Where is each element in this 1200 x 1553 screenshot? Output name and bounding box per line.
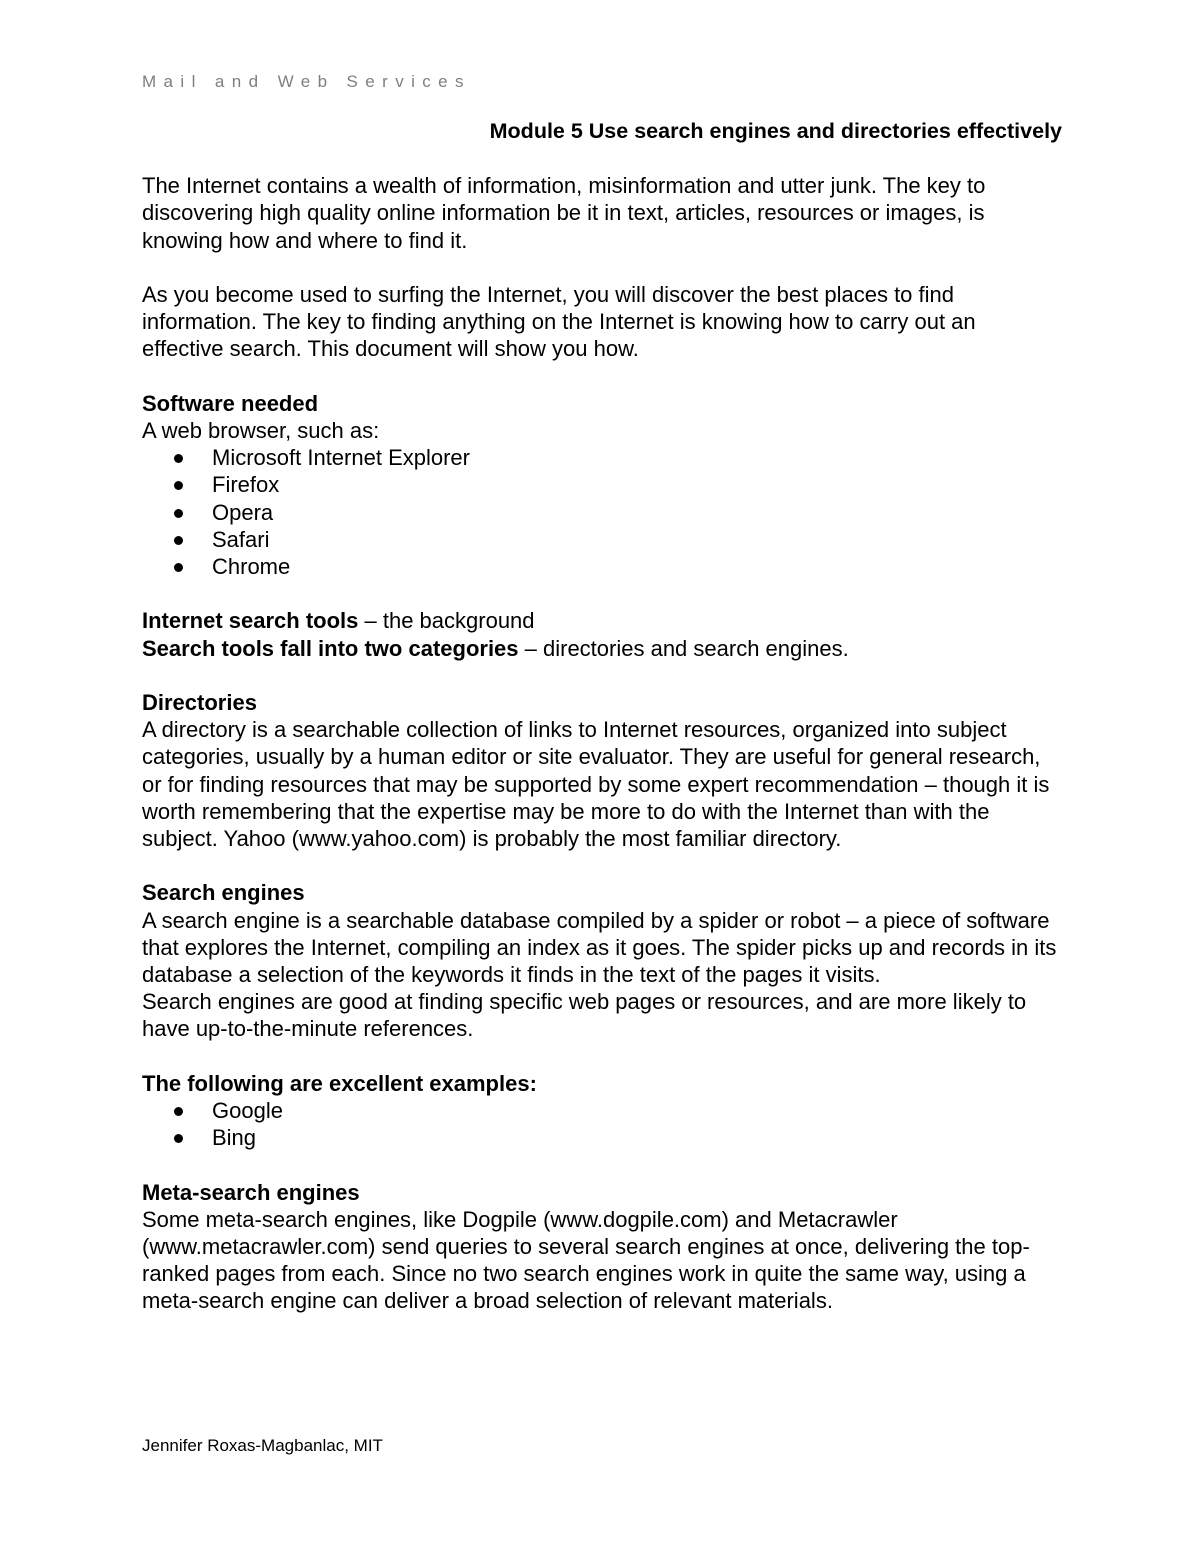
running-header: Mail and Web Services — [142, 72, 471, 91]
bullet-icon — [174, 563, 183, 572]
bullet-icon — [174, 1134, 183, 1143]
categories-heading: Search tools fall into two categories — [142, 635, 519, 661]
search-tools-heading: Internet search tools — [142, 608, 359, 634]
meta-search-paragraph: Some meta-search engines, like Dogpile (www.dogpile.com) and Metacrawler (www.metacrawler.com) send queries to several search engines at once, delivering the top-ranked pages from each. Since no two search engines work in quite the same way, using a meta-search engine can deliver a broad selection of relevant materials. — [142, 1206, 1030, 1314]
categories-line: Search tools fall into two categories – directories and search engines. — [142, 635, 849, 661]
directories-paragraph: A directory is a searchable collection of links to Internet resources, organized into subject categories, usually by a human editor or site evaluator. They are useful for general research, or for finding resources that may be supported by some expert recommendation – though it is worth remembering that the expertise may be more to do with the Internet than with the subject. Yahoo (www.yahoo.com) is probably the most familiar directory. — [142, 717, 1050, 852]
directories-heading: Directories — [142, 690, 257, 715]
examples-list — [142, 1097, 1062, 1151]
intro-paragraph-2: As you become used to surfing the Internet, you will discover the best places to find information. The key to finding anything on the Internet is knowing how to carry out an effective search. This document will show you how. — [142, 282, 976, 362]
list-item: Opera — [142, 499, 1062, 526]
list-item: Bing — [142, 1124, 1062, 1151]
search-engines-heading: Search engines — [142, 880, 305, 906]
intro-paragraph-1: The Internet contains a wealth of information, misinformation and utter junk. The key to discovering high quality online information be it in text, articles, resources or images, is knowing how and where to find it. — [142, 173, 986, 253]
bullet-icon — [174, 1107, 183, 1116]
page-footer: Jennifer Roxas-Magbanlac, MIT — [142, 1436, 383, 1455]
list-item: Safari — [142, 526, 1062, 553]
document-title: Module 5 Use search engines and directories effectively — [489, 119, 1062, 143]
bullet-icon — [174, 509, 183, 518]
search-tools-line: Internet search tools – the background — [142, 608, 535, 634]
search-engines-paragraph-2: Search engines are good at finding specific web pages or resources, and are more likely to have up-to-the-minute references. — [142, 989, 1027, 1042]
software-lead: A web browser, such as: — [142, 418, 380, 443]
browser-list — [142, 444, 1062, 580]
list-item: Firefox — [142, 471, 1062, 498]
bullet-icon — [174, 481, 183, 490]
meta-search-heading: Meta-search engines — [142, 1179, 360, 1205]
list-item: Google — [142, 1097, 1062, 1124]
examples-heading: The following are excellent examples: — [142, 1070, 537, 1096]
list-item: Chrome — [142, 553, 1062, 580]
software-heading: Software needed — [142, 390, 319, 416]
bullet-icon — [174, 454, 183, 463]
search-engines-paragraph-1: A search engine is a searchable database compiled by a spider or robot – a piece of software that explores the Internet, compiling an index as it goes. The spider picks up and records in its database a selection of the keywords it finds in the text of the pages it visits. — [142, 907, 1057, 988]
bullet-icon — [174, 536, 183, 545]
list-item: Microsoft Internet Explorer — [142, 444, 1062, 471]
document-body — [142, 118, 1062, 1315]
